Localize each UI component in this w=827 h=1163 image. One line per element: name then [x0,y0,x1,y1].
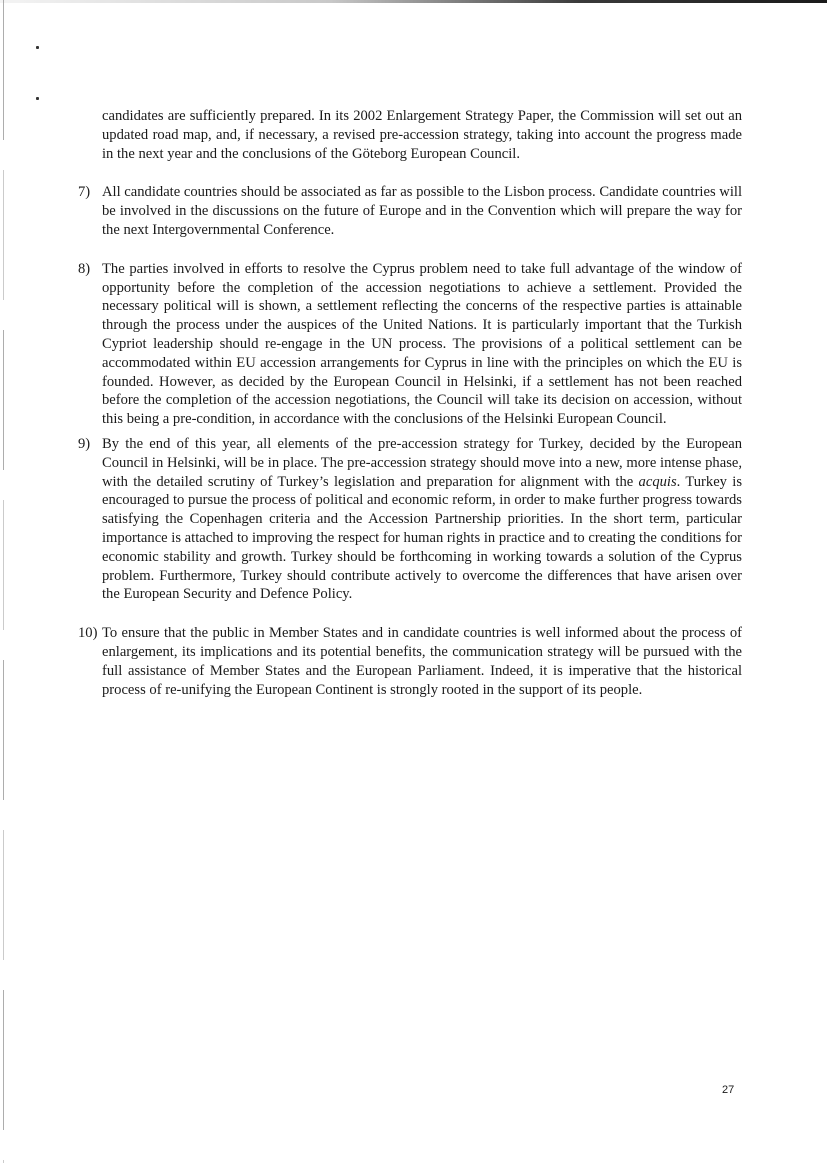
scan-edge-top [0,0,827,3]
acquis-term: acquis [638,473,677,490]
item-text-part: By the end of this year, all elements of the pre-accession strategy for Turkey, decided by the European Council in Helsinki, will be in place. The pre-accession strategy should move into a new, more intense phase, with the detailed scrutiny of Turkey’s legislation and preparation for alignment with the [102,435,742,490]
list-item-10 [78,624,742,699]
scan-edge-left [3,0,4,1163]
page-number: 27 [722,1084,735,1096]
item-number: 8) [78,260,91,277]
list-item-7 [78,183,742,239]
lead-paragraph: candidates are sufficiently prepared. In its 2002 Enlargement Strategy Paper, the Commission will set out an updated road map, and, if necessary, a revised pre-accession strategy, taking into account the progress made in the next year and the conclusions of the Göteborg European Council. [102,108,742,162]
list-item-9 [78,435,742,604]
item-text: All candidate countries should be associated as far as possible to the Lisbon process. Candidate countries will be involved in the discussions on the future of Europe and in the Convention which will prepare the way for the next Intergovernmental Conference. [102,184,742,238]
item-text-part: . Turkey is encouraged to pursue the process of political and economic reform, in order to make further progress towards satisfying the Copenhagen criteria and the Accession Partnership priorities. In the short term, particular importance is attached to improving the respect for human rights in practice and to creating the conditions for economic stability and growth. Turkey should be forthcoming in working towards a solution of the Cyprus problem. Furthermore, Turkey should contribute actively to overcome the differences that have arisen over the European Security and Defence Policy. [102,473,742,603]
item-number: 9) [78,435,91,452]
item-text [102,436,742,602]
document-body [78,107,742,719]
item-number: 10) [78,625,98,642]
item-text: To ensure that the public in Member States and in candidate countries is well informed about the process of enlargement, its implications and its potential benefits, the communication strategy will be pursued with the full assistance of Member States and the European Parliament. Indeed, it is imperative that the historical process of re-unifying the European Continent is strongly rooted in the support of its people. [102,625,742,698]
scan-speck [36,97,39,100]
scan-speck [36,46,39,49]
list-item-8 [78,260,742,429]
item-text: The parties involved in efforts to resolve the Cyprus problem need to take full advantage of the window of opportunity before the completion of the accession negotiations to achieve a settlement. Provided the necessary political will is shown, a settlement reflecting the concerns of the respective parties is attainable through the process under the auspices of the United Nations. It is particularly important that the Turkish Cypriot leadership should re-engage in the UN process. The provisions of a political settlement can be accommodated within EU accession arrangements for Cyprus in line with the principles on which the EU is founded. However, as decided by the European Council in Helsinki, if a settlement has not been reached before the completion of the accession negotiations, the Council will take its decision on accession, without this being a pre-condition, in accordance with the conclusions of the Helsinki European Council. [102,260,742,428]
item-number: 7) [78,184,91,201]
